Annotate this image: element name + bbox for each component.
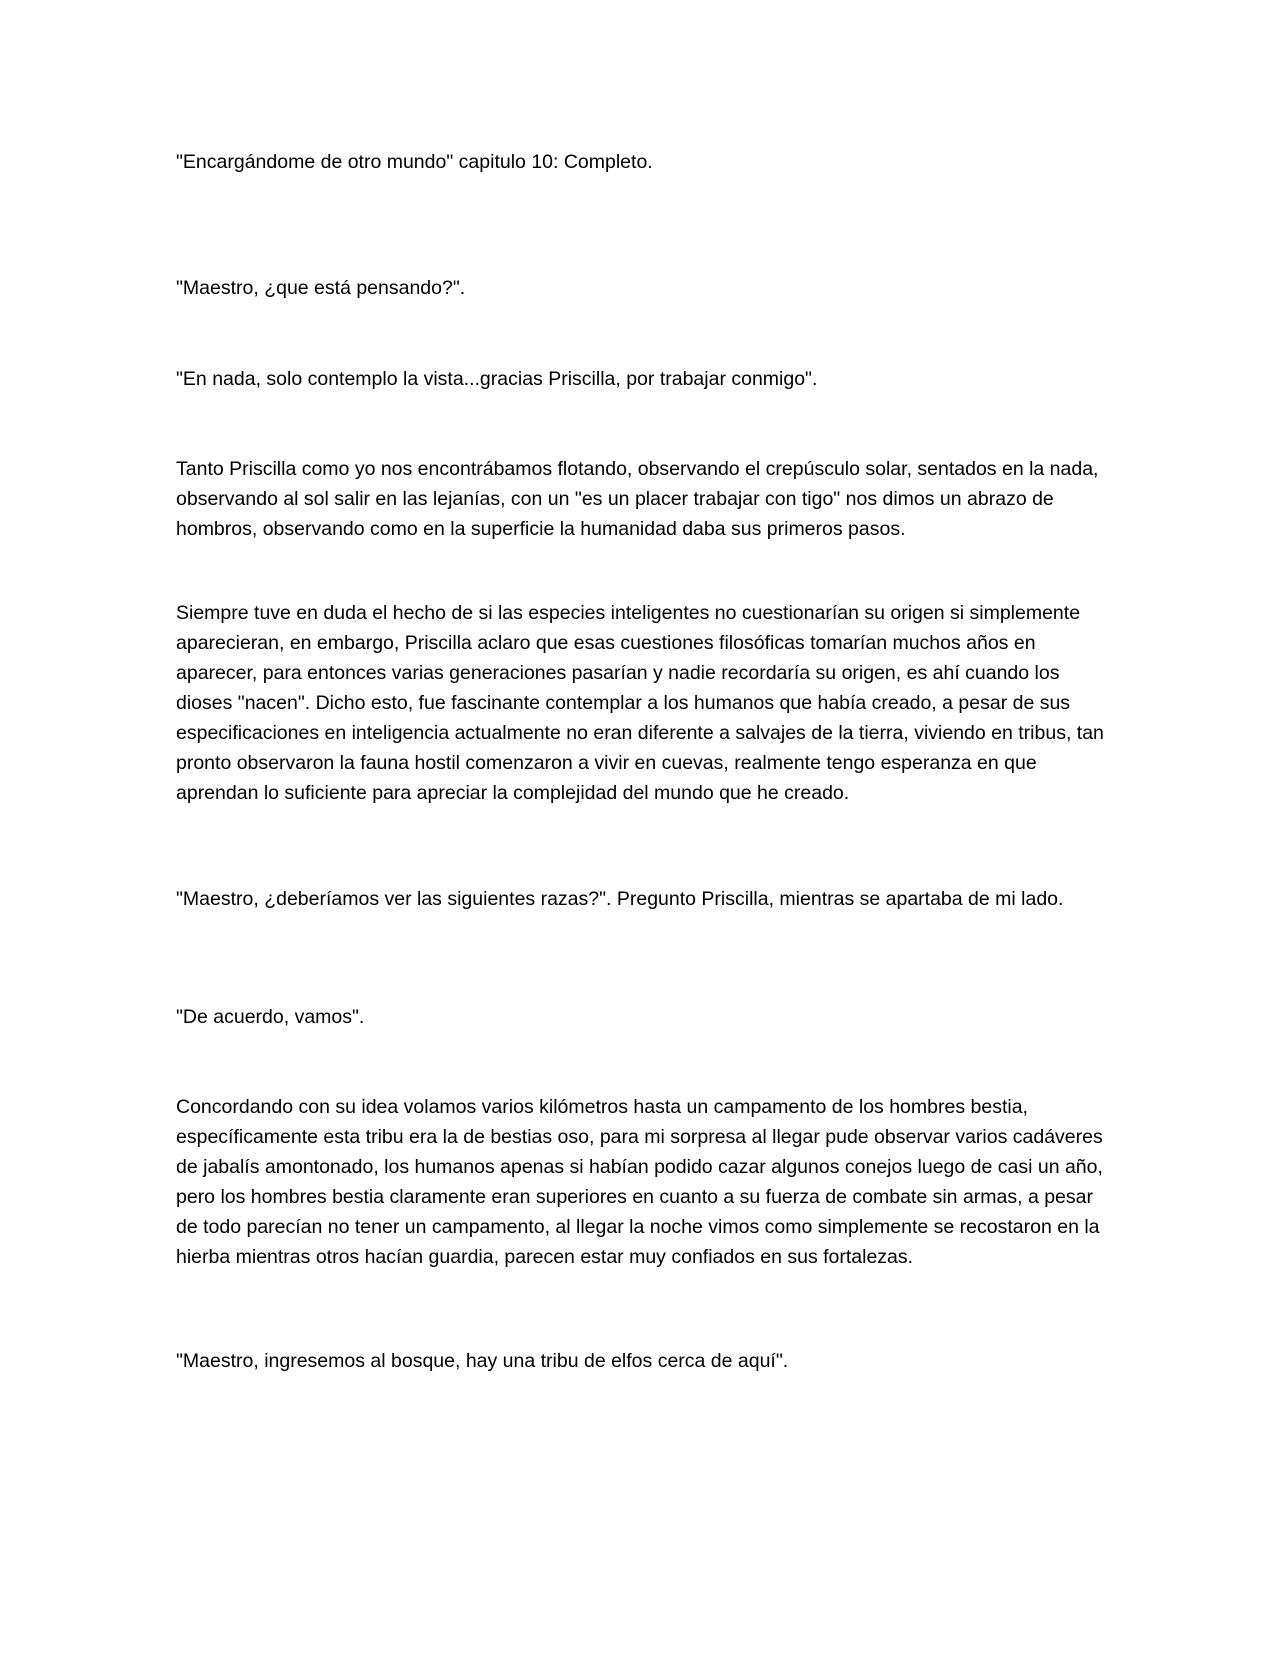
- dialogue-paragraph: "En nada, solo contemplo la vista...gracias Priscilla, por trabajar conmigo".: [176, 368, 818, 390]
- narrative-paragraph: Tanto Priscilla como yo nos encontrábamos flotando, observando el crepúsculo solar, sentados en la nada, observando al sol salir en las lejanías, con un "es un placer trabajar con tigo" nos dimos un abrazo de hombros, observando como en la superficie la humanidad daba sus primeros pasos.: [176, 458, 1099, 540]
- dialogue-paragraph: "Maestro, ¿que está pensando?".: [176, 277, 466, 299]
- dialogue-paragraph: "De acuerdo, vamos".: [176, 1006, 365, 1028]
- dialogue-paragraph: "Maestro, ingresemos al bosque, hay una tribu de elfos cerca de aquí".: [176, 1350, 789, 1372]
- narrative-paragraph: Siempre tuve en duda el hecho de si las especies inteligentes no cuestionarían su origen si simplemente aparecieran, en embargo, Priscilla aclaro que esas cuestiones filosóficas tomarían muchos años en aparecer, para entonces varias generaciones pasarían y nadie recordaría su origen, es ahí cuando los dioses "nacen". Dicho esto, fue fascinante contemplar a los humanos que había creado, a pesar de sus especificaciones en inteligencia actualmente no eran diferente a salvajes de la tierra, viviendo en tribus, tan pronto observaron la fauna hostil comenzaron a vivir en cuevas, realmente tengo esperanza en que aprendan lo suficiente para apreciar la complejidad del mundo que he creado.: [176, 602, 1104, 804]
- chapter-title: "Encargándome de otro mundo" capitulo 10: Completo.: [176, 151, 653, 173]
- narrative-paragraph: Concordando con su idea volamos varios kilómetros hasta un campamento de los hombres bestia, específicamente esta tribu era la de bestias oso, para mi sorpresa al llegar pude observar varios cadáveres de jabalís amontonado, los humanos apenas si habían podido cazar algunos conejos luego de casi un año, pero los hombres bestia claramente eran superiores en cuanto a su fuerza de combate sin armas, a pesar de todo parecían no tener un campamento, al llegar la noche vimos como simplemente se recostaron en la hierba mientras otros hacían guardia, parecen estar muy confiados en sus fortalezas.: [176, 1096, 1103, 1268]
- dialogue-paragraph: "Maestro, ¿deberíamos ver las siguientes razas?". Pregunto Priscilla, mientras se apartaba de mi lado.: [176, 888, 1064, 910]
